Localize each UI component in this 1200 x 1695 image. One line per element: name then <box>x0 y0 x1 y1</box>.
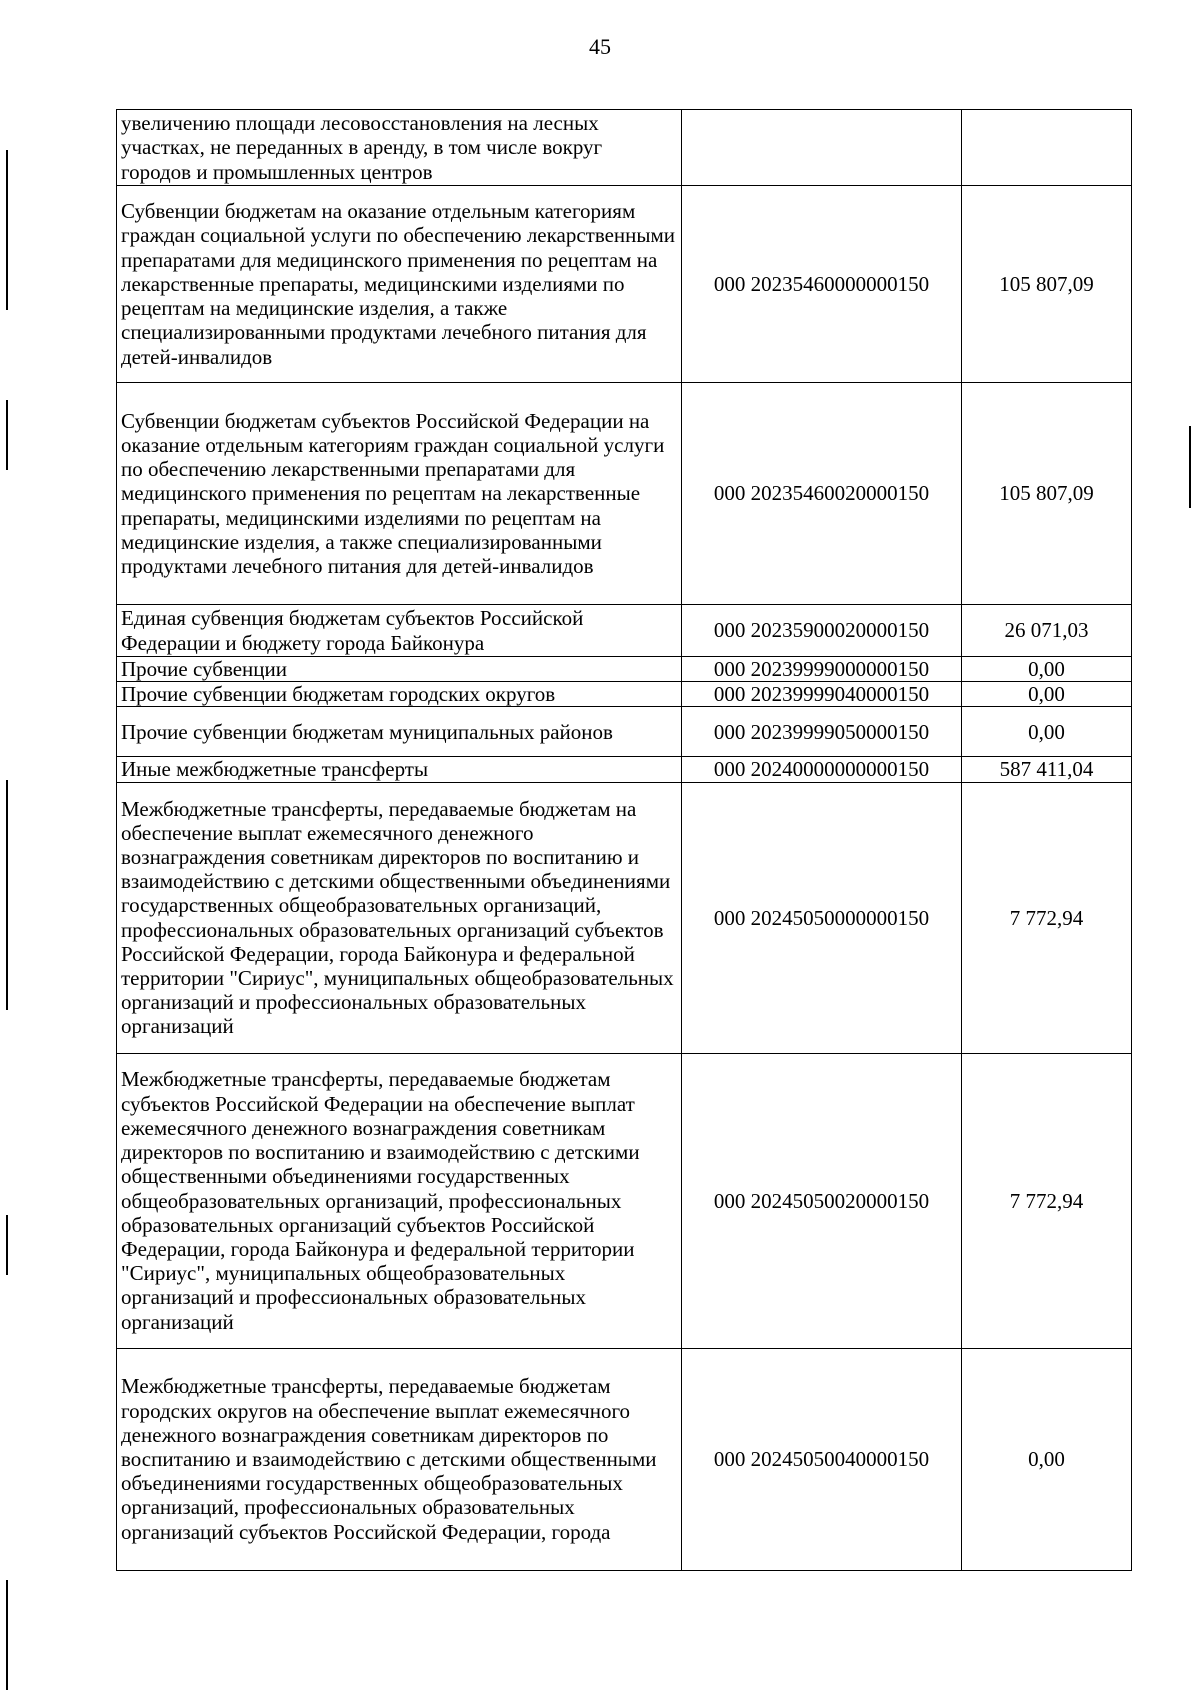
table-row <box>117 682 1132 707</box>
row-name: Прочие субвенции <box>117 657 682 682</box>
row-value: 7 772,94 <box>962 782 1132 1053</box>
row-code <box>682 110 962 186</box>
table-row <box>117 605 1132 657</box>
row-name: Единая субвенция бюджетам субъектов Российской Федерации и бюджету города Байконура <box>117 605 682 657</box>
table-row <box>117 383 1132 605</box>
scan-mark-right-1 <box>1189 426 1191 508</box>
scan-mark-left-1 <box>6 150 8 310</box>
row-value: 105 807,09 <box>962 186 1132 383</box>
scan-mark-left-3 <box>6 780 8 1010</box>
row-name: Прочие субвенции бюджетам городских округов <box>117 682 682 707</box>
row-name: Субвенции бюджетам на оказание отдельным категориям граждан социальной услуги по обеспечению лекарственными препаратами для медицинского применения по рецептам на лекарственные препараты, медицинскими изделиями по рецептам на медицинские изделия, а также специализированными продуктами лечебного питания для детей-инвалидов <box>117 186 682 383</box>
row-value: 0,00 <box>962 682 1132 707</box>
row-value: 0,00 <box>962 657 1132 682</box>
scan-mark-left-2 <box>6 400 8 470</box>
row-value: 105 807,09 <box>962 383 1132 605</box>
table-row <box>117 1053 1132 1348</box>
table-row <box>117 757 1132 782</box>
row-code: 000 20235900020000150 <box>682 605 962 657</box>
scan-mark-left-5 <box>6 1580 8 1690</box>
table-row <box>117 782 1132 1053</box>
scan-mark-left-4 <box>6 1215 8 1275</box>
row-code: 000 20245050040000150 <box>682 1348 962 1570</box>
table-row <box>117 186 1132 383</box>
row-value: 587 411,04 <box>962 757 1132 782</box>
row-value: 26 071,03 <box>962 605 1132 657</box>
row-value: 0,00 <box>962 1348 1132 1570</box>
table-row <box>117 657 1132 682</box>
table-row <box>117 707 1132 757</box>
row-value: 0,00 <box>962 707 1132 757</box>
row-name: Межбюджетные трансферты, передаваемые бюджетам городских округов на обеспечение выплат ежемесячного денежного вознаграждения советникам директоров по воспитанию и взаимодействию с детскими общественными объединениями государственных общеобразовательных организаций, профессиональных образовательных организаций субъектов Российской Федерации, города <box>117 1348 682 1570</box>
row-name: Межбюджетные трансферты, передаваемые бюджетам на обеспечение выплат ежемесячного денежного вознаграждения советникам директоров по воспитанию и взаимодействию с детскими общественными объединениями государственных общеобразовательных организаций, профессиональных образовательных организаций субъектов Российской Федерации, города Байконура и федеральной территории "Сириус", муниципальных общеобразовательных организаций и профессиональных образовательных организаций <box>117 782 682 1053</box>
row-code: 000 20245050020000150 <box>682 1053 962 1348</box>
row-value: 7 772,94 <box>962 1053 1132 1348</box>
row-name: Прочие субвенции бюджетам муниципальных районов <box>117 707 682 757</box>
row-code: 000 20239999000000150 <box>682 657 962 682</box>
row-value <box>962 110 1132 186</box>
table-row <box>117 110 1132 186</box>
row-name: Иные межбюджетные трансферты <box>117 757 682 782</box>
page-number: 45 <box>589 34 611 59</box>
row-code: 000 20240000000000150 <box>682 757 962 782</box>
row-name: Межбюджетные трансферты, передаваемые бюджетам субъектов Российской Федерации на обеспечение выплат ежемесячного денежного вознаграждения советникам директоров по воспитанию и взаимодействию с детскими общественными объединениями государственных общеобразовательных организаций, профессиональных образовательных организаций субъектов Российской Федерации, города Байконура и федеральной территории "Сириус", муниципальных общеобразовательных организаций и профессиональных образовательных организаций <box>117 1053 682 1348</box>
row-code: 000 20235460020000150 <box>682 383 962 605</box>
table-row <box>117 1348 1132 1570</box>
row-name: Субвенции бюджетам субъектов Российской Федерации на оказание отдельным категориям граждан социальной услуги по обеспечению лекарственными препаратами для медицинского применения по рецептам на лекарственные препараты, медицинскими изделиями по рецептам на медицинские изделия, а также специализированными продуктами лечебного питания для детей-инвалидов <box>117 383 682 605</box>
row-code: 000 20245050000000150 <box>682 782 962 1053</box>
row-name: увеличению площади лесовосстановления на лесных участках, не переданных в аренду, в том числе вокруг городов и промышленных центров <box>117 110 682 186</box>
row-code: 000 20239999050000150 <box>682 707 962 757</box>
row-code: 000 20239999040000150 <box>682 682 962 707</box>
budget-table <box>116 109 1132 1571</box>
row-code: 000 20235460000000150 <box>682 186 962 383</box>
